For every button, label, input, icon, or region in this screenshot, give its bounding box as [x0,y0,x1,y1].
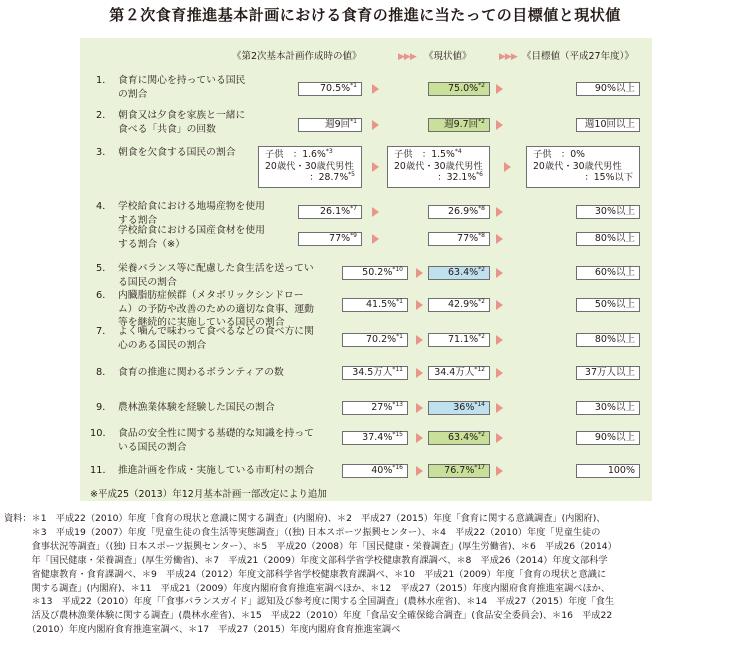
current-value-box [428,118,490,132]
goal-label-text: 食品の安全性に関する基礎的な知識を持って [118,428,314,439]
arrow-to-target [496,368,503,378]
arrow-to-target [496,433,503,443]
header-target-value: 《目標値（平成27年度）》 [522,51,634,62]
target-value-box [576,266,640,280]
plan-value-box-line: 20歳代・30歳代男性 [265,160,354,172]
source-line: ＊3 平成19（2007）年度「児童生徒の食生活等実態調査」（(独) 日本スポーツ振興センター）、＊4 平成22（2010）年度「児童生徒の [4,526,601,538]
target-value-box [576,431,640,445]
goal-label [90,224,265,251]
plan-value-box-text: 34.5万人 [352,367,393,378]
target-value-box-text: 80%以上 [594,334,635,345]
current-value-box [428,298,490,312]
plan-value-box-mark: *1 [350,118,357,125]
source-notes [4,512,726,637]
plan-value-box-mark: *10 [392,266,403,273]
current-value-box-text: 63.4% [447,432,479,443]
goal-label [90,366,284,380]
arrow-to-current [372,207,379,217]
target-value-box-text: 30%以上 [594,206,635,217]
current-value-box-mark: *14 [474,401,485,408]
target-value-box-line: 20歳代・30歳代男性 [533,160,622,172]
source-line: 資料：＊1 平成22（2010）年度「食育の現状と意識に関する調査」(内閣府)、＊2 平成27（2015）年度「食育に関する意識調査」(内閣府)、 [4,513,606,524]
target-value-box [576,333,640,347]
arrow-to-target [496,207,503,217]
plan-value-box [342,333,408,347]
goal-label [90,146,236,160]
current-value-box-text: 26.9% [447,206,479,217]
goal-label-text: いる国民の割合 [118,441,187,453]
target-value-box-text: 100% [607,465,635,476]
plan-value-box [342,298,408,312]
target-value-box-text: 週10回以上 [584,119,635,130]
current-value-box-mark: *2 [478,118,485,125]
target-value-box [576,205,640,219]
plan-value-box-text: 27% [371,402,393,413]
current-value-box-mark: *6 [476,171,483,178]
arrow-to-current [416,403,423,413]
goal-number: 2． [95,110,112,121]
current-value-box [428,82,490,96]
plan-value-box [342,464,408,478]
revision-note: ※平成25（2013）年12月基本計画一部改定により追加 [90,489,327,500]
goal-label [90,109,245,136]
plan-value-box-line: ：28.7%$^{*5}$ [309,171,355,183]
goal-label-text: 朝食又は夕食を家族と一緒に [118,110,246,121]
current-value-box-line: 子供 ：1.5%$^{*4}$ [394,148,462,160]
arrow-to-current [372,162,379,172]
header-arrows-2: ▶▶▶ [499,52,517,62]
source-line: （2010）年度内閣府食育推進室調べ、＊17 平成27（2015）年度内閣府食育推進室調べ [4,624,401,636]
source-line: 省健康教育・食育課調べ、＊9 平成24（2012）年度文部科学省学校健康教育課調べ、＊10 平成21（2009）年度「食育の現状と意識に [4,568,607,580]
current-value-box-line: ：32.1%$^{*6}$ [437,171,483,183]
plan-value-box-mark: *1 [396,298,403,305]
current-value-box-text: 63.4% [447,267,479,278]
goal-label-text: 内臓脂肪症候群（メタボリックシンドロー [118,290,304,301]
plan-value-box-mark: *11 [392,366,403,373]
arrow-to-target [496,268,503,278]
current-value-box-text: 週9.7回 [444,119,479,130]
current-value-box-mark: *8 [478,232,485,239]
goal-label [90,74,245,101]
current-value-box-mark: *2 [478,82,485,89]
current-value-box-text: 71.1% [447,334,479,345]
current-value-box [428,232,490,246]
plan-value-box-text: 77% [329,233,351,244]
current-value-box [428,266,490,280]
goal-label [90,427,314,454]
plan-value-box-mark: *3 [325,148,333,155]
target-value-box-text: 90%以上 [594,432,635,443]
current-value-box-mark: *2 [478,298,485,305]
arrow-to-current [372,84,379,94]
goal-number: 6． [95,290,112,301]
plan-value-box [298,82,362,96]
plan-value-box-text: 70.5% [319,83,351,94]
goal-number: 7． [95,326,112,337]
plan-value-box-mark: *5 [348,171,355,178]
current-value-box [387,146,490,188]
arrow-to-target [496,84,503,94]
target-value-box [526,146,640,188]
current-value-box-mark: *2 [478,333,485,340]
target-value-box [576,401,640,415]
goal-label-text: 食育の推進に関わるボランティアの数 [118,367,284,378]
plan-value-box [298,232,362,246]
goal-label [90,401,275,415]
arrow-to-target [496,234,503,244]
target-value-box [576,298,640,312]
plan-value-box [258,146,362,188]
header-plan-value: 《第2次基本計画作成時の値》 [232,51,362,62]
plan-value-box-text: 37.4% [362,432,393,443]
plan-value-box-mark: *13 [392,401,403,408]
target-value-box-text: 60%以上 [594,267,635,278]
goal-number: 11． [90,465,113,476]
current-value-box [428,205,490,219]
source-line: 年「国民健康・栄養調査」(厚生労働省)、＊7 平成21（2009）年度文部科学省学校健康教育課調べ、＊8 平成26（2014）年度文部科学 [4,554,608,566]
plan-value-box-text: 40% [371,465,393,476]
current-value-box [428,431,490,445]
arrow-to-current [416,368,423,378]
arrow-to-target [504,162,511,172]
goal-label-text: よく噛んで味わって食べるなどの食べ方に関 [118,326,314,337]
current-value-box [428,401,490,415]
arrow-to-current [416,268,423,278]
goal-label-text: 推進計画を作成・実施している市町村の割合 [118,465,314,476]
current-value-box-mark: *8 [478,205,485,212]
goal-number: 5． [95,263,112,274]
target-value-box [576,118,640,132]
arrow-to-current [416,335,423,345]
goal-label-text: の割合 [118,88,148,100]
goal-label-text: る国民の割合 [118,276,177,288]
page-title: 第２次食育推進基本計画における食育の推進に当たっての目標値と現状値 [109,6,621,24]
header-arrows-1: ▶▶▶ [398,52,416,62]
target-value-box-text: 50%以上 [594,299,635,310]
plan-value-box-text: 50.2% [362,267,393,278]
current-value-box-mark: *4 [454,148,462,155]
plan-value-box-mark: *9 [350,232,357,239]
current-value-box-mark: *2 [478,266,485,273]
plan-value-box-text: 週9回 [325,119,351,130]
goal-number: 9． [95,402,112,413]
goal-number: 1． [95,75,112,86]
current-value-box [428,333,490,347]
plan-value-box-text: 70.2% [365,334,397,345]
goal-label-text: する割合 [118,214,158,226]
goal-label-text: 心のある国民の割合 [118,339,207,351]
target-value-box-text: 90%以上 [594,83,635,94]
goal-number: 4． [95,201,112,212]
target-value-box-text: 30%以上 [594,402,635,413]
arrow-to-target [496,466,503,476]
goal-number: 8． [95,367,112,378]
plan-value-box [342,266,408,280]
goal-label [90,464,314,478]
plan-value-box [298,118,362,132]
arrow-to-target [496,120,503,130]
arrow-to-current [416,433,423,443]
goal-label-text: 等を継続的に実施している国民の割合 [118,317,285,328]
goal-label [90,325,314,352]
source-line: 食事状況等調査」（(独) 日本スポーツ振興センター）、＊5 平成20（2008）年「国民健康・栄養調査」(厚生労働省)、＊6 平成26（2014） [4,540,617,552]
goal-label-text: 食べる「共食」の回数 [118,123,216,135]
target-value-box [576,366,640,380]
source-line: ＊13 平成22（2010）年度「「食事バランスガイド」認知及び参考度に関する全国調査」(農林水産省)、＊14 平成27（2015）年度「食生 [4,596,615,608]
goal-label-text: 農林漁業体験を経験した国民の割合 [118,402,275,413]
plan-value-box-mark: *1 [350,82,357,89]
current-value-box-line: 20歳代・30歳代男性 [394,160,483,172]
arrow-to-target [496,335,503,345]
plan-value-box [342,431,408,445]
target-value-box [576,82,640,96]
source-line: 活及び農林漁業体験に関する調査」(農林水産省)、＊15 平成22（2010）年度「食品安全確保総合調査」(食品安全委員会)、＊16 平成22 [4,610,613,622]
target-value-box-text: 37万人以上 [584,367,635,378]
arrow-to-current [416,300,423,310]
current-value-box-text: 34.4万人 [434,367,475,378]
arrow-to-current [372,234,379,244]
plan-value-box [298,205,362,219]
arrow-to-current [416,466,423,476]
current-value-box-text: 42.9% [447,299,479,310]
plan-value-box [342,401,408,415]
target-value-box [576,232,640,246]
goal-label [90,289,314,330]
current-value-box-mark: *17 [474,464,485,471]
arrow-to-target [496,300,503,310]
goal-label-text: 学校給食における国産食材を使用 [118,225,265,236]
goal-label-text: 学校給食における地場産物を使用 [118,201,265,212]
arrow-to-current [372,120,379,130]
target-value-box-text: 80%以上 [594,233,635,244]
plan-value-box [342,366,408,380]
goal-label-text: する割合（※） [118,238,185,250]
current-value-box-text: 36% [453,402,475,413]
target-value-box-line: ：15%以下 [584,172,633,183]
goal-label-text: ム）の予防や改善のための適切な食事、運動 [118,303,314,315]
current-value-box-mark: *12 [474,366,485,373]
plan-value-box-mark: *7 [350,205,357,212]
target-value-box-line: 子供 ：0% [533,149,585,160]
current-value-box [428,366,490,380]
plan-value-box-mark: *1 [396,333,403,340]
current-value-box-text: 77% [457,233,479,244]
source-line: 関する調査」(内閣府)、＊11 平成21（2009）年度内閣府食育推進室調べほか、＊12 平成27（2015）年度内閣府食育推進室調べほか、 [4,582,611,594]
plan-value-box-line: 子供 ：1.6%$^{*3}$ [265,148,333,160]
plan-value-box-text: 26.1% [319,206,351,217]
goal-number: 10． [90,428,113,439]
goal-number: 3． [95,147,112,158]
plan-value-box-text: 41.5% [365,299,397,310]
header-current-value: 《現状値》 [424,51,472,62]
current-value-box-text: 76.7% [444,465,475,476]
plan-value-box-mark: *15 [392,431,403,438]
goal-label-text: 朝食を欠食する国民の割合 [118,147,236,158]
target-value-box [576,464,640,478]
goal-label [90,200,265,227]
current-value-box-mark: *2 [478,431,485,438]
arrow-to-target [496,403,503,413]
goal-label [90,262,314,289]
current-value-box-text: 75.0% [447,83,479,94]
current-value-box [428,464,490,478]
plan-value-box-mark: *16 [392,464,403,471]
goal-label-text: 栄養バランス等に配慮した食生活を送ってい [118,263,314,274]
goal-label-text: 食育に関心を持っている国民 [118,75,246,86]
